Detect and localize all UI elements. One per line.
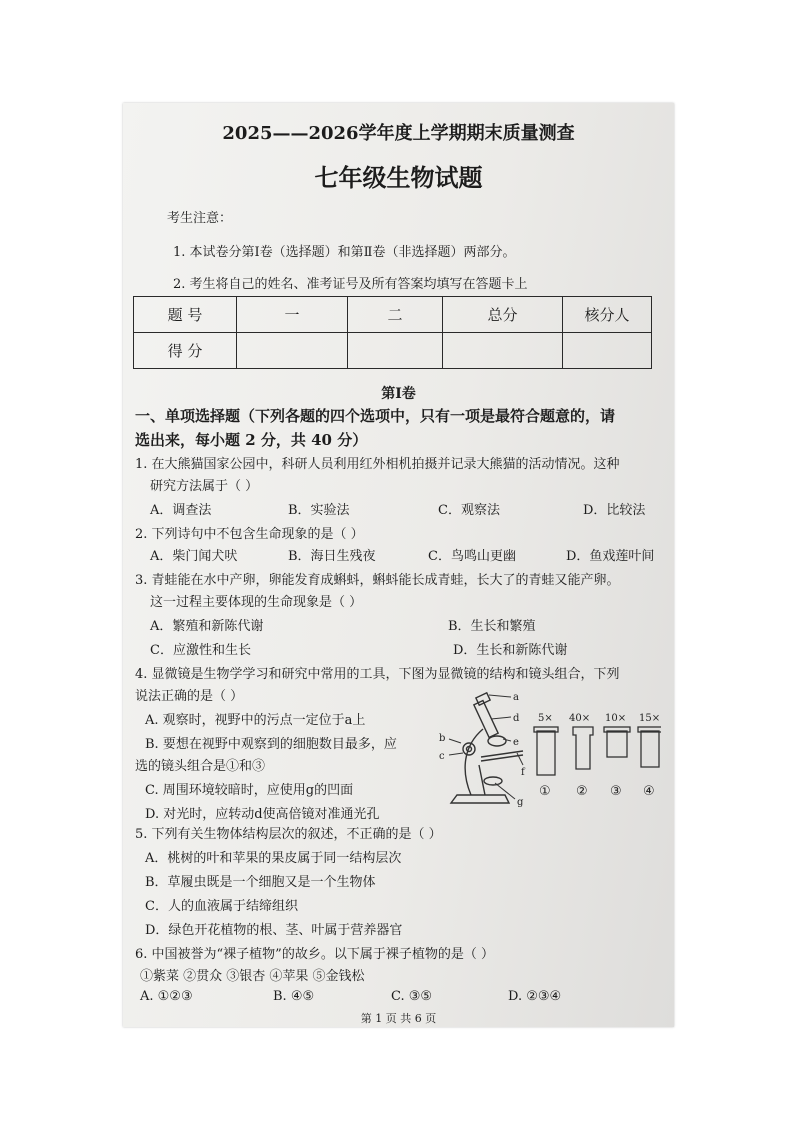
score-header-cell: 二 xyxy=(348,297,443,333)
question-2-stem: 2. 下列诗句中不包含生命现象的是（ ） xyxy=(135,527,364,542)
question-3-option-a: A．繁殖和新陈代谢 xyxy=(150,619,264,634)
notice-item-2: 2. 考生将自己的姓名、准考证号及所有答案均填写在答题卡上 xyxy=(173,277,528,292)
section-title-line1: 一、单项选择题（下列各题的四个选项中，只有一项是最符合题意的，请 xyxy=(135,407,616,425)
score-header-cell: 一 xyxy=(237,297,348,333)
part-label-c: c xyxy=(439,751,445,762)
lens-mag-1: 5× xyxy=(538,713,553,724)
lens-num-3: ③ xyxy=(610,784,622,799)
subject-title: 七年级生物试题 xyxy=(314,163,483,192)
part-label-a: a xyxy=(513,692,519,703)
question-2-option-c: C．鸟鸣山更幽 xyxy=(428,549,516,564)
lens-3-icon xyxy=(607,731,627,757)
score-cell xyxy=(443,333,563,369)
microscope-figure xyxy=(431,691,661,811)
question-6-option-a: A. ①②③ xyxy=(140,989,193,1004)
microscope-diagram xyxy=(431,691,661,811)
lens-mag-2: 40× xyxy=(569,713,591,724)
lens-1-icon xyxy=(537,731,555,775)
score-header-cell: 总分 xyxy=(443,297,563,333)
question-4-option-d: D. 对光时，应转动d使高倍镜对准通光孔 xyxy=(145,807,380,822)
lens-num-2: ② xyxy=(576,784,588,799)
lens-num-4: ④ xyxy=(643,784,655,799)
notice-item-1: 1. 本试卷分第Ⅰ卷（选择题）和第Ⅱ卷（非选择题）两部分。 xyxy=(173,245,516,260)
exam-title: 2025——2026学年度上学期期末质量测查 xyxy=(222,123,575,144)
question-6-option-d: D. ②③④ xyxy=(508,989,562,1004)
lens-2-icon xyxy=(573,727,593,769)
question-5-option-c: C．人的血液属于结缔组织 xyxy=(145,899,298,914)
question-4-option-c: C. 周围环境较暗时，应使用g的凹面 xyxy=(145,783,354,798)
question-1-option-c: C．观察法 xyxy=(438,503,500,518)
lens-num-1: ① xyxy=(539,784,551,799)
question-3-option-c: C．应激性和生长 xyxy=(150,643,251,658)
question-1-stem-cont: 研究方法属于（ ） xyxy=(150,479,259,494)
score-cell xyxy=(348,333,443,369)
question-3-option-b: B．生长和繁殖 xyxy=(448,619,536,634)
score-cell xyxy=(237,333,348,369)
question-3-stem: 3. 青蛙能在水中产卵，卵能发育成蝌蚪，蝌蚪能长成青蛙，长大了的青蛙又能产卵。 xyxy=(135,573,620,588)
question-4-option-a: A. 观察时，视野中的污点一定位于a上 xyxy=(145,713,366,728)
question-1-stem: 1. 在大熊猫国家公园中，科研人员利用红外相机拍摄并记录大熊猫的活动情况。这种 xyxy=(135,457,620,472)
part-label-b: b xyxy=(439,733,446,744)
part-label-d: d xyxy=(513,713,520,724)
question-5-stem: 5. 下列有关生物体结构层次的叙述，不正确的是（ ） xyxy=(135,827,442,842)
question-4-option-b-cont: 选的镜头组合是①和③ xyxy=(135,759,266,774)
question-6-option-c: C. ③⑤ xyxy=(391,989,433,1004)
part-label-e: e xyxy=(513,737,519,748)
score-row-label: 得 分 xyxy=(134,333,237,369)
lens-mag-3: 10× xyxy=(605,713,627,724)
question-5-option-a: A．桃树的叶和苹果的果皮属于同一结构层次 xyxy=(145,851,402,866)
question-1-option-a: A．调查法 xyxy=(150,503,212,518)
question-3-stem-cont: 这一过程主要体现的生命现象是（ ） xyxy=(150,595,363,610)
notice-heading: 考生注意： xyxy=(167,211,233,226)
score-header-cell: 题 号 xyxy=(134,297,237,333)
question-1-option-b: B．实验法 xyxy=(288,503,350,518)
question-6-stem: 6. 中国被誉为“裸子植物”的故乡。以下属于裸子植物的是（ ） xyxy=(135,947,494,962)
part-label-g: g xyxy=(517,797,524,808)
question-2-option-b: B．海日生残夜 xyxy=(288,549,376,564)
score-header-cell: 核分人 xyxy=(563,297,652,333)
exam-page xyxy=(123,103,674,1027)
question-1-option-d: D．比较法 xyxy=(583,503,646,518)
question-4-stem-cont: 说法正确的是（ ） xyxy=(135,689,244,704)
page-footer: 第 1 页 共 6 页 xyxy=(360,1012,437,1025)
lens-4-icon xyxy=(641,731,659,767)
question-6-option-b: B. ④⑤ xyxy=(273,989,315,1004)
question-4-option-b: B. 要想在视野中观察到的细胞数目最多，应 xyxy=(145,737,397,752)
question-3-option-d: D．生长和新陈代谢 xyxy=(453,643,568,658)
section-title-line2: 选出来，每小题 2 分，共 40 分） xyxy=(135,431,368,449)
question-2-option-a: A．柴门闻犬吠 xyxy=(150,549,238,564)
lens-mag-4: 15× xyxy=(639,713,661,724)
question-2-option-d: D．鱼戏莲叶间 xyxy=(566,549,655,564)
question-6-items: ①紫菜 ②贯众 ③银杏 ④苹果 ⑤金钱松 xyxy=(140,969,365,984)
score-cell xyxy=(563,333,652,369)
question-5-option-b: B．草履虫既是一个细胞又是一个生物体 xyxy=(145,875,376,890)
question-4-stem: 4. 显微镜是生物学学习和研究中常用的工具，下图为显微镜的结构和镜头组合，下列 xyxy=(135,667,620,682)
question-5-option-d: D．绿色开花植物的根、茎、叶属于营养器官 xyxy=(145,923,403,938)
score-table xyxy=(133,296,652,369)
part-label-f: f xyxy=(521,767,525,778)
volume-label: 第Ⅰ卷 xyxy=(381,386,416,402)
